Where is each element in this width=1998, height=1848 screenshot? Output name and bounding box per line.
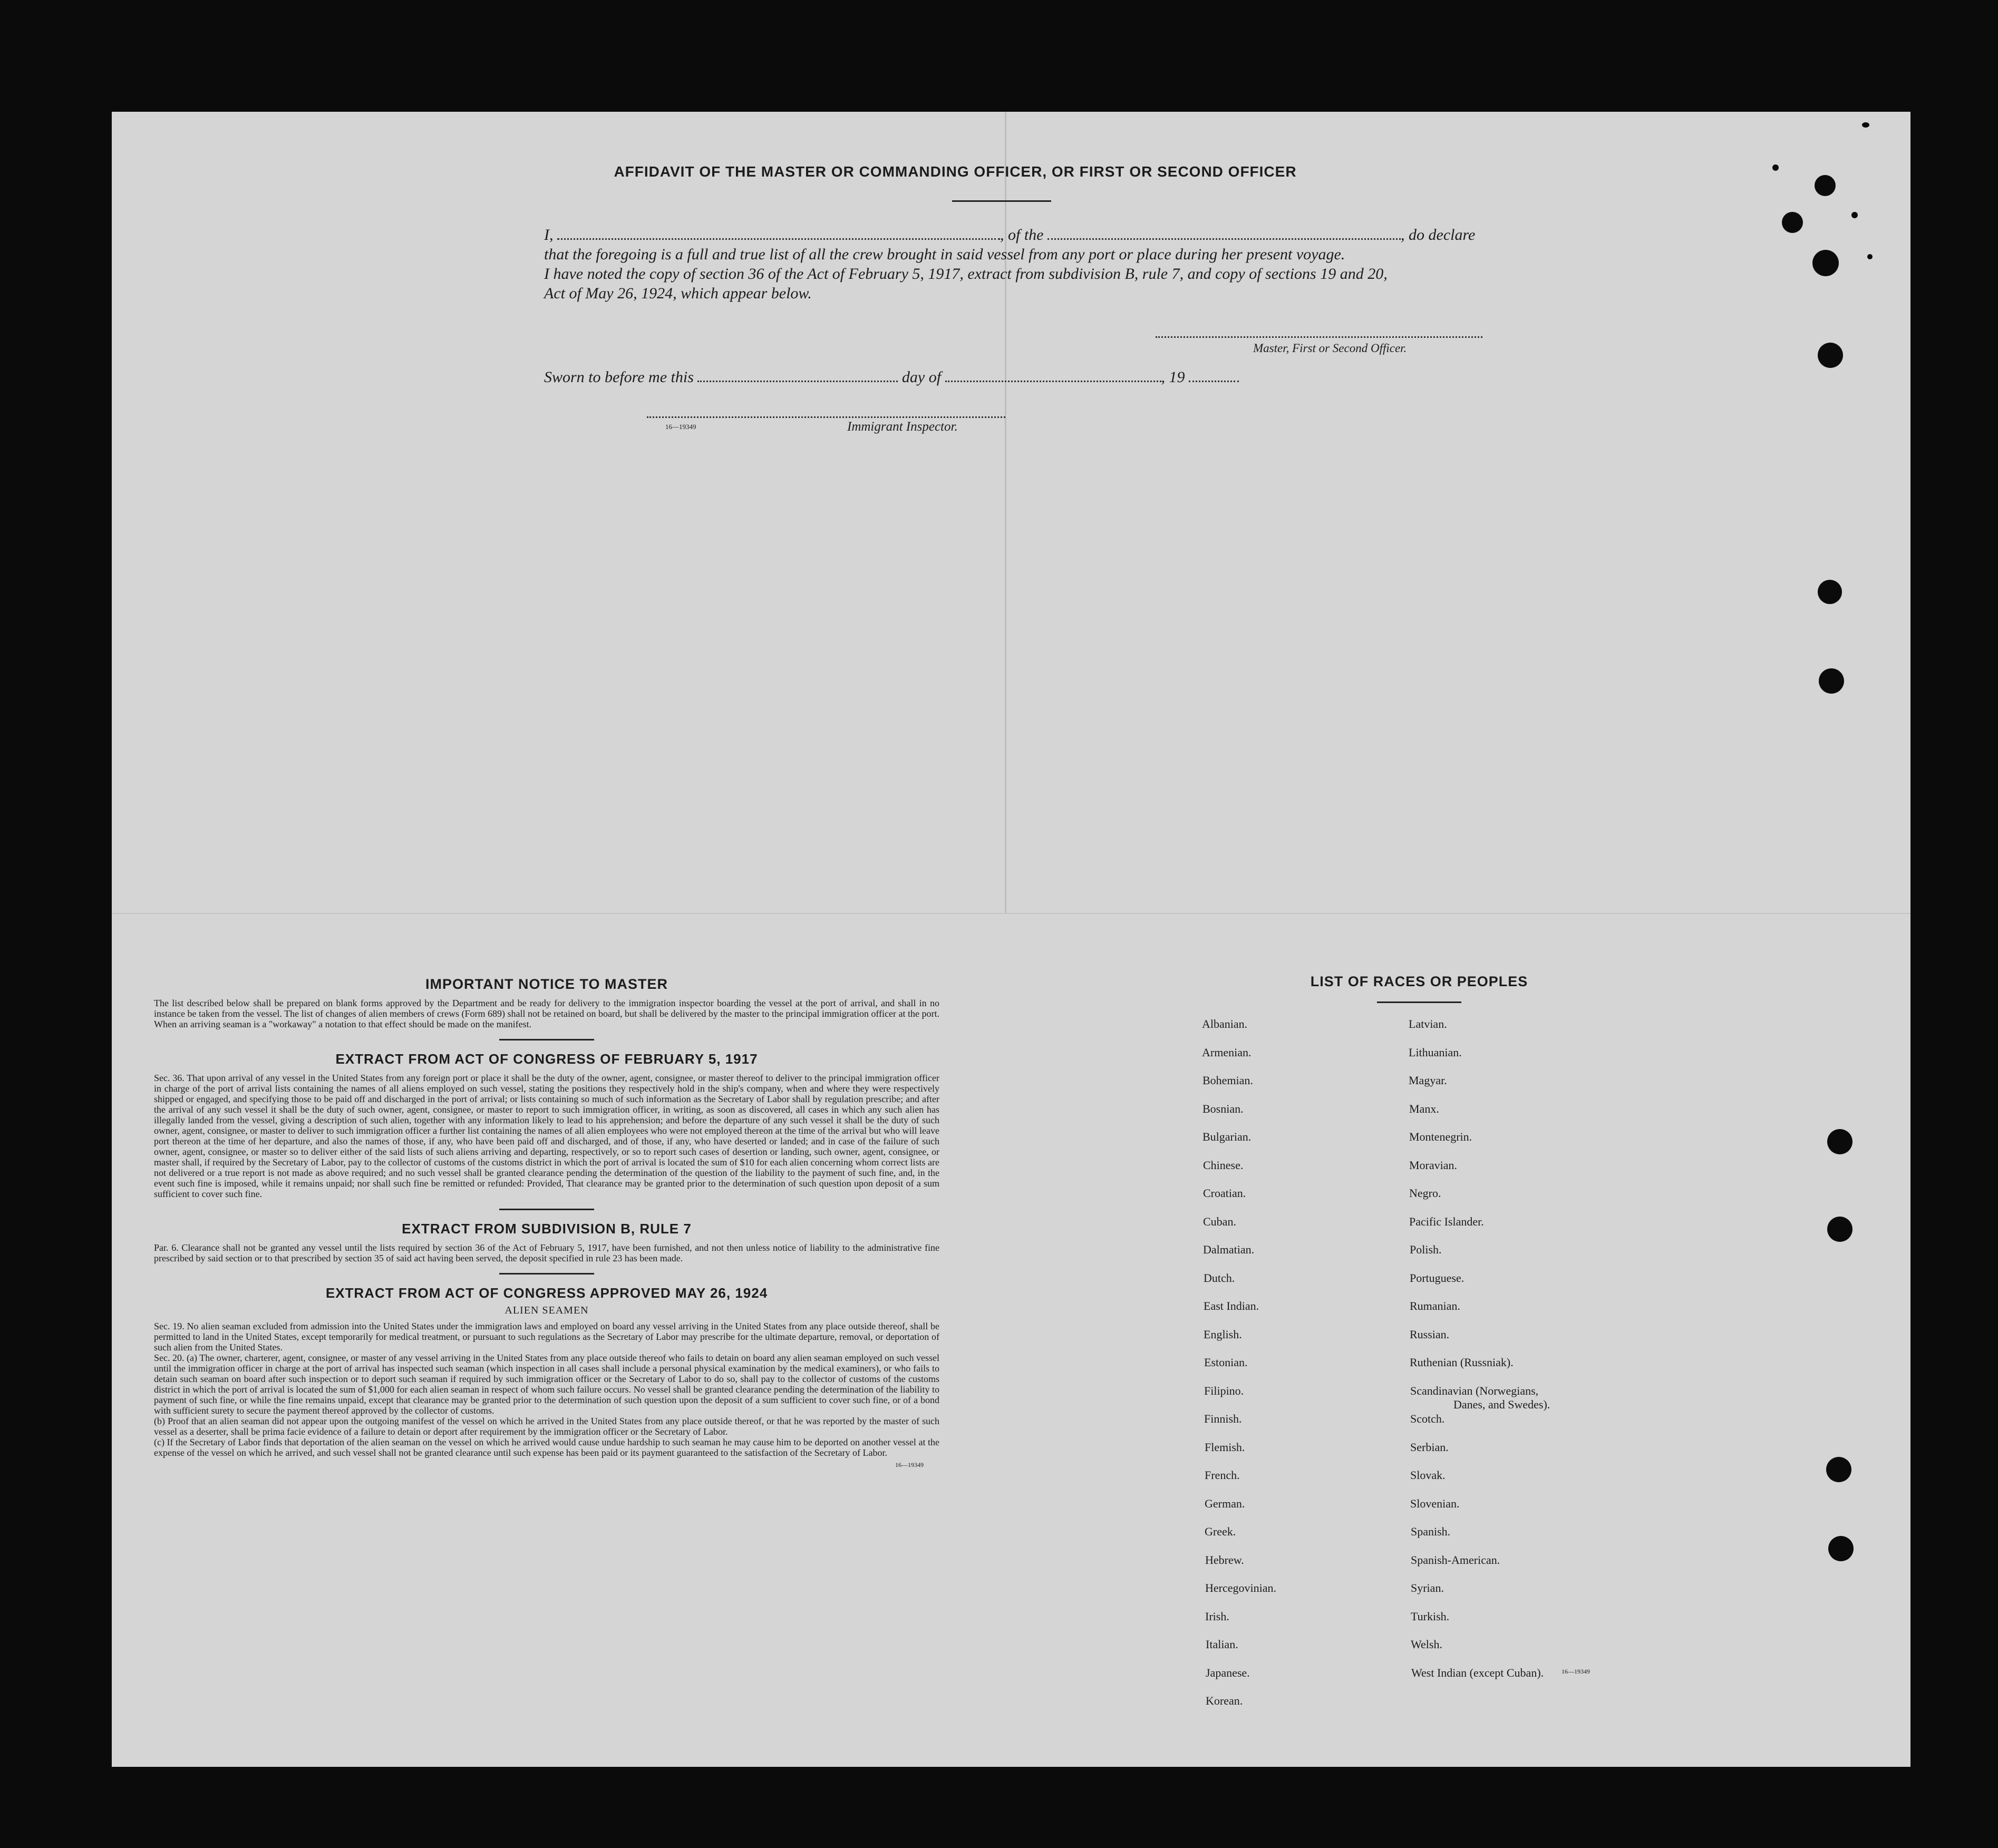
race-item-right: Lithuanian. bbox=[1409, 1046, 1462, 1059]
race-item-left: Albanian. bbox=[1202, 1017, 1248, 1030]
title-rule bbox=[952, 200, 1051, 202]
section-rule bbox=[499, 1273, 594, 1275]
race-item-right: Ruthenian (Russniak). bbox=[1410, 1356, 1514, 1369]
master-signature-field[interactable] bbox=[1156, 336, 1482, 338]
punch-hole bbox=[1818, 580, 1842, 604]
race-item-left: Estonian. bbox=[1204, 1356, 1248, 1369]
race-item-left: Filipino. bbox=[1204, 1384, 1244, 1397]
affidavit-line-1 bbox=[544, 222, 1619, 245]
master-signature-label: Master, First or Second Officer. bbox=[1253, 342, 1407, 355]
race-item-left: Flemish. bbox=[1205, 1441, 1245, 1454]
race-item-left: Croatian. bbox=[1203, 1186, 1246, 1200]
extract-1924-subtitle: ALIEN SEAMEN bbox=[505, 1305, 589, 1316]
punch-hole bbox=[1827, 1129, 1852, 1154]
sworn-day-field[interactable] bbox=[697, 365, 898, 382]
sworn-year-label: , 19 bbox=[1161, 368, 1185, 386]
extract-1924-sec20a: Sec. 20. (a) The owner, charterer, agent, consignee, or master of any vessel arriving in the United States from any place outside thereof who fails to detain on board any alien seaman employed on such vessel until the immigration officer in charge at the port of arrival has inspected such seaman (which inspection in all cases shall include a personal physical examination by the medical examiners), or who fails to detain such seaman on board after such inspection or to deport such seaman if required by such immigration officer or the Secretary of Labor to do so, shall pay to the collector of customs of the customs district in which the port of arrival is located the sum of $1,000 for each alien seaman in respect of whom such failure occurs. No vessel shall be granted clearance pending the determination of the liability to payment of such fine, or while the fine remains unpaid, except that clearance may be granted prior to the determination of such question upon the deposit of a sum sufficient to cover such fine, or of a bond with sufficient surety to secure the payment thereof approved by the collector of customs. bbox=[154, 1353, 939, 1416]
race-item-left: Greek. bbox=[1205, 1525, 1236, 1538]
race-item-right: Russian. bbox=[1410, 1328, 1450, 1341]
affidavit-of-the: , of the bbox=[1000, 226, 1044, 244]
punch-hole bbox=[1815, 175, 1836, 196]
race-item-left: English. bbox=[1204, 1328, 1242, 1341]
race-item-right: Moravian. bbox=[1409, 1159, 1458, 1172]
extract-1924-title: EXTRACT FROM ACT OF CONGRESS APPROVED MAY 26, 1924 bbox=[325, 1285, 768, 1301]
race-item-left: Bosnian. bbox=[1202, 1102, 1244, 1115]
race-item-left: Italian. bbox=[1206, 1638, 1238, 1651]
race-item-right: West Indian (except Cuban). bbox=[1411, 1666, 1544, 1679]
race-item-right: Slovak. bbox=[1410, 1468, 1446, 1482]
race-item-right: Pacific Islander. bbox=[1409, 1215, 1484, 1228]
race-item-left: Hebrew. bbox=[1205, 1553, 1244, 1567]
race-item-right: Spanish-American. bbox=[1411, 1553, 1500, 1567]
document-page bbox=[112, 112, 1910, 1767]
name-field[interactable] bbox=[557, 222, 1000, 240]
vessel-field[interactable] bbox=[1048, 222, 1401, 240]
form-number: 16—19349 bbox=[895, 1461, 924, 1468]
affidavit-title: AFFIDAVIT OF THE MASTER OR COMMANDING OFFICER, OR FIRST OR SECOND OFFICER bbox=[614, 163, 1297, 180]
sworn-day-label: day of bbox=[901, 368, 942, 386]
race-item-right: Spanish. bbox=[1411, 1525, 1451, 1538]
extract-rule7-title: EXTRACT FROM SUBDIVISION B, RULE 7 bbox=[402, 1221, 692, 1237]
sworn-year-field[interactable] bbox=[1189, 365, 1239, 382]
race-item-right: Rumanian. bbox=[1410, 1299, 1460, 1312]
race-item-left: Dalmatian. bbox=[1203, 1243, 1255, 1256]
sworn-prefix: Sworn to before me this bbox=[544, 368, 694, 386]
form-number: 16—19349 bbox=[665, 423, 696, 431]
race-item-left: Japanese. bbox=[1206, 1666, 1250, 1679]
race-item-left: Bohemian. bbox=[1202, 1074, 1253, 1087]
extract-1924-sec19: Sec. 19. No alien seaman excluded from admission into the United States under the immigration laws and employed on board any vessel arriving in the United States from any place outside thereof, shall be permitted to land in the United States, except temporarily for medical treatment, or pursuant to such regulations as the Secretary of Labor may prescribe for the ultimate departure, removal, or deportation of such alien from the United States. bbox=[154, 1321, 939, 1353]
race-item-left: Chinese. bbox=[1203, 1159, 1244, 1172]
affidavit-body bbox=[544, 222, 1619, 303]
scan-speck bbox=[1851, 212, 1858, 218]
race-item-left: Korean. bbox=[1206, 1694, 1243, 1707]
race-item-left: East Indian. bbox=[1204, 1299, 1259, 1312]
notice-text: The list described below shall be prepared on blank forms approved by the Department and be ready for delivery to the immigration inspector boarding the vessel at the port of arrival, and shall in no instance be taken from the vessel. The list of changes of alien members of crews (Form 689) shall not be retained on board, but shall be delivered by the master to the principal immigration officer at the port. When an arriving seaman is a "workaway" a notation to that effect should be made on the manifest. bbox=[154, 998, 939, 1029]
inspector-label: Immigrant Inspector. bbox=[847, 420, 958, 434]
race-item-left: Bulgarian. bbox=[1202, 1130, 1252, 1143]
affidavit-line-4: Act of May 26, 1924, which appear below. bbox=[544, 285, 812, 302]
race-item-left: Armenian. bbox=[1202, 1046, 1252, 1059]
race-item-right: Montenegrin. bbox=[1409, 1130, 1472, 1143]
race-item-right: Serbian. bbox=[1410, 1441, 1449, 1454]
punch-hole bbox=[1826, 1457, 1851, 1482]
race-item-right: Manx. bbox=[1409, 1102, 1439, 1115]
race-item-right: Slovenian. bbox=[1410, 1497, 1460, 1510]
punch-hole bbox=[1812, 250, 1839, 276]
punch-hole bbox=[1827, 1217, 1852, 1242]
legal-extracts-column bbox=[154, 976, 939, 1469]
fold-crease-horizontal bbox=[112, 913, 1910, 914]
scan-speck bbox=[1772, 164, 1779, 171]
race-item-right: Syrian. bbox=[1411, 1581, 1444, 1594]
race-item-left: Finnish. bbox=[1204, 1412, 1242, 1425]
notice-title: IMPORTANT NOTICE TO MASTER bbox=[425, 976, 668, 992]
extract-1924-sec20b: (b) Proof that an alien seaman did not appear upon the outgoing manifest of the vessel on which he arrived in the United States from any place outside thereof, or that he was reported by the master of such vessel as a deserter, shall be prima facie evidence of a failure to detain or deport after requirement by the immigration officer or the Secretary of Labor. bbox=[154, 1416, 939, 1437]
race-item-right: Danes, and Swedes). bbox=[1453, 1398, 1550, 1411]
punch-hole bbox=[1828, 1536, 1854, 1561]
race-item-left: French. bbox=[1205, 1468, 1240, 1482]
race-item-left: Hercegovinian. bbox=[1205, 1581, 1276, 1594]
race-item-right: Latvian. bbox=[1409, 1017, 1447, 1030]
punch-hole bbox=[1819, 668, 1844, 694]
affidavit-i: I, bbox=[544, 226, 554, 244]
race-item-left: Cuban. bbox=[1203, 1215, 1236, 1228]
race-item-left: German. bbox=[1205, 1497, 1245, 1510]
race-item-right: Magyar. bbox=[1409, 1074, 1447, 1087]
extract-1917-text: Sec. 36. That upon arrival of any vessel in the United States from any foreign port or place it shall be the duty of the owner, agent, consignee, or master thereof to deliver to the principal immigration officer in charge of the port of arrival lists containing the names of all aliens employed on such vessel, stating the positions they respectively hold in the ship's company, when and where they were respectively shipped or engaged, and specifying those to be paid off and discharged in the port of arrival; or lists containing so much of such information as the Secretary of Labor shall by regulation prescribe; and after the arrival of any such vessel it shall be the duty of such owner, agent, consignee, or master to report to such immigration officer, in writing, as soon as discovered, all cases in which any such alien has illegally landed from the vessel, giving a description of such alien, together with any information likely to lead to his apprehension; and before the departure of any such vessel it shall be the duty of such owner, agent, consignee, or master to deliver to such immigration officer a further list containing the names of all alien employees who were not employed thereon at the time of the arrival but who will leave port thereon at the time of her departure, and also the names of those, if any, who have been paid off and discharged, and of those, if any, who have deserted or landed; and in case of the failure of such owner, agent, consignee, or master so to deliver either of the said lists of such aliens arriving and departing, respectively, or so to report such cases of desertion or landing, such owner, agent, consignee, or master shall, if required by the Secretary of Labor, pay to the collector of customs of the customs district in which the port of arrival is located the sum of $10 for each alien concerning whom correct lists are not delivered or a true report is not made as above required; and no such vessel shall be granted clearance pending the determination of the question of the liability to the payment of such fine, and, in the event such fine is imposed, while it remains unpaid; nor shall such fine be remitted or refunded: Provided, That clearance may be granted prior to the determination of such question upon deposit of a sum sufficient to cover such fine. bbox=[154, 1073, 939, 1199]
section-rule bbox=[499, 1209, 594, 1210]
section-rule bbox=[499, 1039, 594, 1040]
race-item-right: Negro. bbox=[1409, 1186, 1441, 1200]
punch-hole bbox=[1782, 212, 1803, 233]
race-item-right: Portuguese. bbox=[1410, 1271, 1464, 1285]
race-item-right: Scandinavian (Norwegians, bbox=[1410, 1384, 1539, 1397]
race-item-right: Turkish. bbox=[1411, 1610, 1450, 1623]
punch-hole bbox=[1818, 343, 1843, 368]
races-title: LIST OF RACES OR PEOPLES bbox=[1310, 974, 1528, 989]
race-item-right: Welsh. bbox=[1411, 1638, 1442, 1651]
sworn-line bbox=[544, 365, 1239, 386]
form-number: 16—19349 bbox=[1561, 1668, 1590, 1675]
race-item-left: Dutch. bbox=[1204, 1271, 1235, 1285]
affidavit-line-3: I have noted the copy of section 36 of the Act of February 5, 1917, extract from subdivision B, rule 7, and copy of sections 19 and 20, bbox=[544, 265, 1388, 283]
races-rule bbox=[1377, 1001, 1461, 1003]
affidavit-declare: , do declare bbox=[1401, 226, 1476, 244]
extract-1917-title: EXTRACT FROM ACT OF CONGRESS OF FEBRUARY 5, 1917 bbox=[335, 1051, 758, 1067]
extract-1924-sec20c: (c) If the Secretary of Labor finds that deportation of the alien seaman on the vessel on which he arrived would cause undue hardship to such seaman he may cause him to be deported on another vessel at the expense of the vessel on which he arrived, and such vessel shall not be granted clearance until such expense has been paid or its payment guaranteed to the satisfaction of the Secretary of Labor. bbox=[154, 1437, 939, 1458]
extract-rule7-text: Par. 6. Clearance shall not be granted any vessel until the lists required by section 36 of the Act of February 5, 1917, have been furnished, and not then unless notice of liability to the administrative fine prescribed by said section or to that prescribed by section 35 of said act having been served, the deposit specified in rule 23 has been made. bbox=[154, 1242, 939, 1263]
race-item-right: Polish. bbox=[1410, 1243, 1442, 1256]
race-item-right: Scotch. bbox=[1410, 1412, 1445, 1425]
race-item-left: Irish. bbox=[1205, 1610, 1229, 1623]
sworn-month-field[interactable] bbox=[945, 365, 1161, 382]
affidavit-line-2: that the foregoing is a full and true list of all the crew brought in said vessel from any port or place during her present voyage. bbox=[544, 246, 1345, 263]
inspector-signature-field[interactable] bbox=[647, 416, 1005, 418]
scan-speck bbox=[1867, 254, 1873, 259]
scan-speck bbox=[1862, 122, 1869, 128]
